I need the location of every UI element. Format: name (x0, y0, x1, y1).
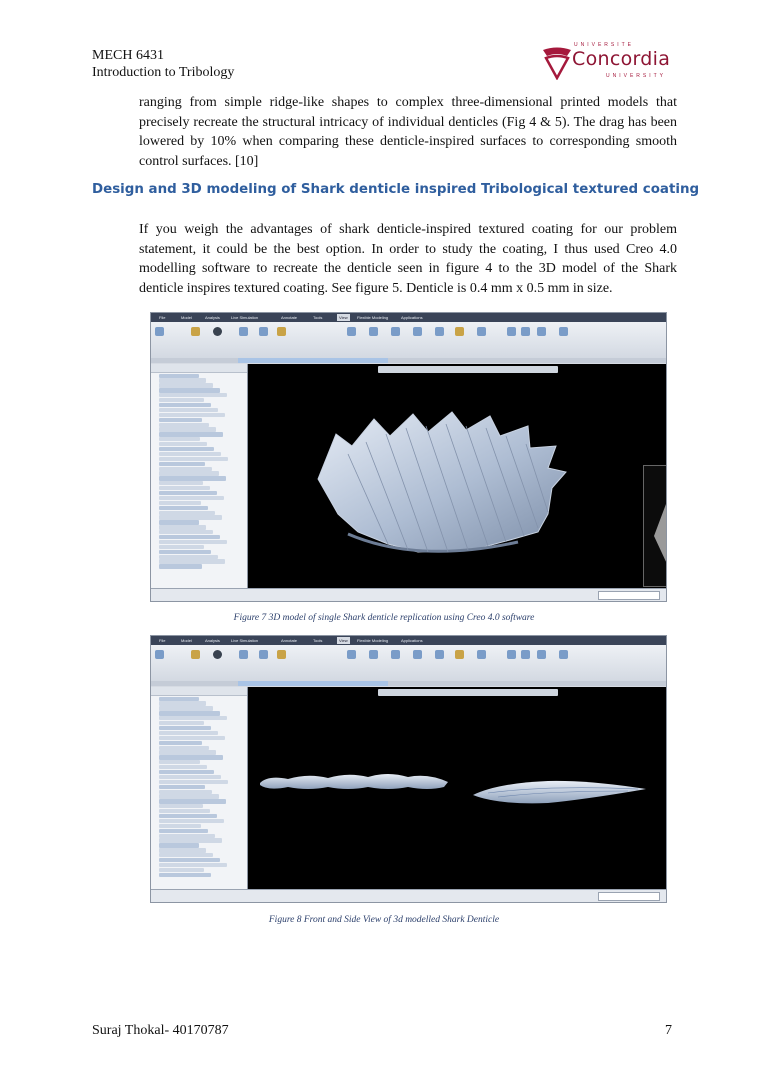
model-tree-item (159, 721, 204, 725)
model-tree-item (159, 491, 217, 495)
model-tree-item (159, 853, 213, 857)
ribbon-tab-flexible-modeling[interactable]: Flexible Modeling (357, 638, 389, 643)
denticle-front-side-views (248, 687, 666, 890)
model-tree-item (159, 697, 199, 701)
model-tree-item (159, 525, 206, 529)
model-tree-item (159, 545, 204, 549)
model-tree-item (159, 501, 201, 505)
model-tree-item (159, 770, 214, 774)
model-tree-item (159, 374, 199, 378)
model-tree-item (159, 706, 213, 710)
ribbon-tab-model[interactable]: Model (181, 638, 192, 643)
status-bar (151, 588, 666, 601)
model-tree-item (159, 515, 222, 519)
model-tree (151, 687, 248, 890)
ribbon-tab-applications[interactable]: Applications (401, 638, 423, 643)
model-tree-item (159, 423, 209, 427)
figure-8-caption: Figure 8 Front and Side View of 3d modelled Shark Denticle (268, 915, 500, 925)
ribbon-tab-analysis[interactable]: Analysis (205, 315, 220, 320)
model-tree-item (159, 457, 228, 461)
model-tree-item (159, 858, 220, 862)
ribbon-tab-tools[interactable]: Tools (313, 315, 323, 320)
model-tree-item (159, 824, 201, 828)
model-tree-item (159, 530, 213, 534)
ribbon-tab-annotate[interactable]: Annotate (281, 315, 298, 320)
ribbon-tab-model[interactable]: Model (181, 315, 192, 320)
model-tree-item (159, 804, 203, 808)
model-tree-item (159, 829, 208, 833)
ribbon-tab-live-simulation[interactable]: Live Simulation (231, 638, 259, 643)
model-tree-item (159, 765, 207, 769)
status-bar (151, 889, 666, 902)
model-tree-item (159, 408, 218, 412)
model-tree-item (159, 838, 222, 842)
model-tree-item (159, 388, 220, 392)
graphics-window (248, 687, 666, 890)
model-tree-item (159, 432, 223, 436)
model-tree-item (159, 427, 216, 431)
model-tree-item (159, 785, 205, 789)
section-heading: Design and 3D modeling of Shark denticle inspired Tribological textured coating (92, 182, 700, 197)
ribbon-toolbar (151, 645, 666, 682)
model-tree-item (159, 437, 200, 441)
ribbon-tab-analysis[interactable]: Analysis (205, 638, 220, 643)
concordia-logo (540, 40, 680, 86)
model-tree-item (159, 540, 227, 544)
model-tree-item (159, 520, 199, 524)
ribbon-tab-applications[interactable]: Applications (401, 315, 423, 320)
model-tree-item (159, 780, 228, 784)
logo-bottom-text: UNIVERSITY (606, 73, 667, 79)
ribbon-tab-live-simulation[interactable]: Live Simulation (231, 315, 259, 320)
model-tree-item (159, 819, 224, 823)
model-tree-item (159, 731, 218, 735)
model-tree-item (159, 413, 225, 417)
model-tree-item (159, 746, 209, 750)
ribbon-group-labels (151, 358, 666, 363)
model-tree-item (159, 511, 215, 515)
ribbon-tab-bar (151, 313, 666, 322)
ribbon-group-labels (151, 681, 666, 686)
figure-7-screenshot (150, 312, 667, 602)
model-tree-item (159, 814, 217, 818)
ribbon-tab-view[interactable]: View (339, 315, 348, 320)
course-code: MECH 6431 (92, 48, 164, 63)
model-tree-item (159, 471, 219, 475)
model-tree-item (159, 794, 219, 798)
model-tree-item (159, 442, 207, 446)
model-tree-item (159, 863, 227, 867)
course-header (92, 47, 234, 81)
figure-7-caption: Figure 7 3D model of single Shark denticle replication using Creo 4.0 software (233, 613, 535, 623)
model-tree-item (159, 726, 211, 730)
model-tree-item (159, 741, 202, 745)
model-tree-item (159, 564, 202, 568)
model-tree-item (159, 403, 211, 407)
model-tree-item (159, 873, 211, 877)
footer-author: Suraj Thokal- 40170787 (92, 1023, 229, 1038)
model-tree-item (159, 535, 220, 539)
denticle-sem-image (644, 466, 666, 586)
model-tree-item (159, 467, 212, 471)
ribbon-tab-view[interactable]: View (339, 638, 348, 643)
model-tree-item (159, 755, 223, 759)
model-tree-item (159, 750, 216, 754)
ribbon-tab-tools[interactable]: Tools (313, 638, 323, 643)
model-tree-item (159, 418, 202, 422)
model-tree-item (159, 550, 211, 554)
model-tree-item (159, 452, 221, 456)
model-tree-item (159, 868, 204, 872)
ribbon-tab-flexible-modeling[interactable]: Flexible Modeling (357, 315, 389, 320)
model-tree-item (159, 481, 203, 485)
reference-denticle-photo (643, 465, 666, 587)
model-tree-item (159, 447, 214, 451)
model-tree-item (159, 559, 225, 563)
model-tree (151, 364, 248, 589)
model-tree-item (159, 378, 206, 382)
model-tree-item (159, 555, 218, 559)
model-tree-item (159, 383, 213, 387)
model-tree-item (159, 506, 208, 510)
ribbon-toolbar (151, 322, 666, 359)
figure-8-screenshot (150, 635, 667, 903)
model-tree-item (159, 775, 221, 779)
course-title: Introduction to Tribology (92, 65, 235, 80)
page-number: 7 (665, 1023, 672, 1038)
graphics-window (248, 364, 666, 589)
model-tree-item (159, 716, 227, 720)
model-tree-item (159, 736, 225, 740)
ribbon-tab-annotate[interactable]: Annotate (281, 638, 298, 643)
model-tree-item (159, 486, 210, 490)
model-tree-item (159, 701, 206, 705)
ribbon-tab-bar (151, 636, 666, 645)
model-tree-item (159, 809, 210, 813)
logo-name: Concordia (572, 48, 671, 70)
model-tree-item (159, 476, 226, 480)
model-tree-item (159, 393, 227, 397)
model-tree-item (159, 790, 212, 794)
model-tree-item (159, 760, 200, 764)
paragraph-1: ranging from simple ridge-like shapes to complex three-dimensional printed models that precisely recreate the structural intricacy of individual denticles (Fig 4 & 5). The drag has been lowered by 10% when comparing these denticle-inspired surfaces to corresponding smooth control surfaces. [10] (139, 95, 677, 169)
model-tree-item (159, 496, 224, 500)
denticle-3d-model (248, 364, 666, 589)
model-tree-item (159, 799, 226, 803)
paragraph-2: If you weigh the advantages of shark denticle-inspired textured coating for our problem statement, it could be the best option. In order to study the coating, I thus used Creo 4.0 modelling software to recreate the denticle seen in figure 4 to the 3D model of the Shark denticle inspires textured coating. See figure 5. Denticle is 0.4 mm x 0.5 mm in size. (139, 222, 677, 296)
ribbon-tab-file[interactable]: File (159, 315, 166, 320)
model-tree-item (159, 462, 205, 466)
model-tree-item (159, 398, 204, 402)
model-tree-item (159, 711, 220, 715)
model-tree-item (159, 834, 215, 838)
logo-top-text: UNIVERSITE (574, 42, 635, 48)
concordia-emblem-icon (540, 46, 574, 80)
model-tree-item (159, 848, 206, 852)
ribbon-tab-file[interactable]: File (159, 638, 166, 643)
model-tree-item (159, 843, 199, 847)
